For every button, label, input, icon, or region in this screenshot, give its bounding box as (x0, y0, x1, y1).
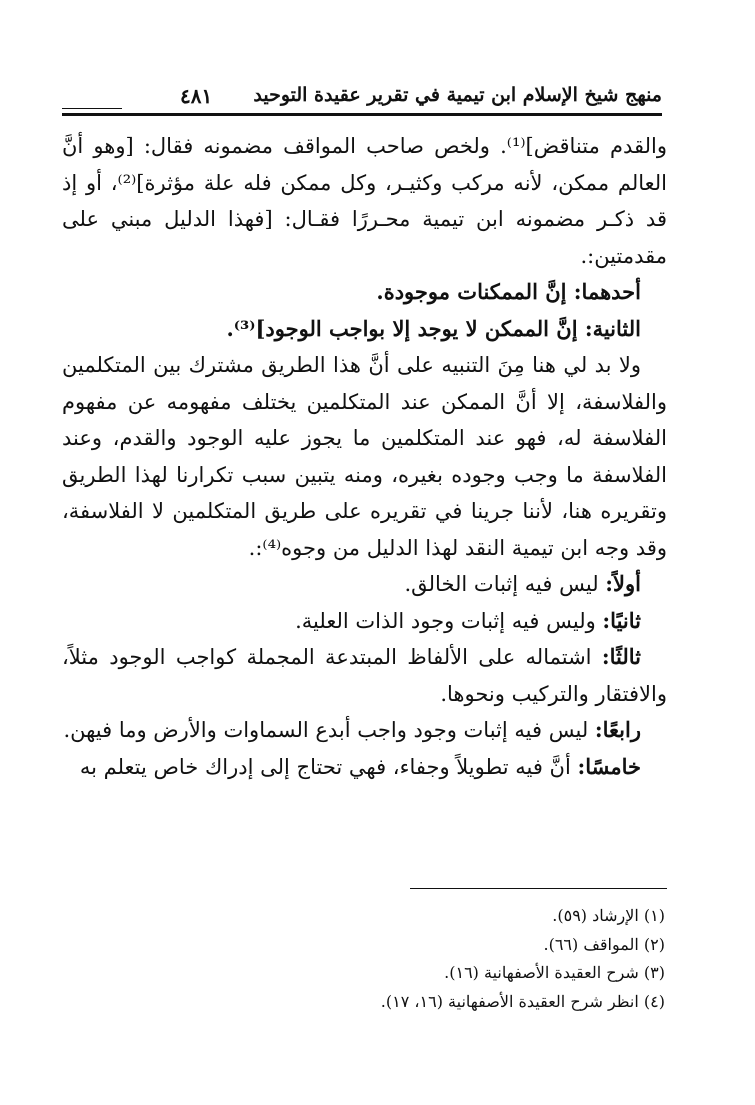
header-rule (62, 113, 662, 116)
point-1-label: أولاً: (605, 571, 641, 596)
point-5-label: خامسًا: (577, 753, 641, 779)
footnote-separator (410, 888, 667, 889)
footnote-4: (٤) انظر شرح العقيدة الأصفهانية (١٦، ١٧). (380, 991, 665, 1011)
point-4 (62, 712, 667, 749)
point-2-label: ثانيًا: (602, 607, 641, 633)
paragraph-1: والقدم متناقض]⁽¹⁾. ولخص صاحب المواقف مضمونه فقال: [وهو أنَّ العالم ممكن، لأنه مركب وكثيـر، وكل ممكن فله علة مؤثرة]⁽²⁾، أو إذ قد ذكـر مضمونه ابن تيمية محـررًا فقـال: [فهذا الدليل مبني على مقدمتين:. (62, 134, 668, 268)
footnotes (62, 902, 665, 1016)
premise-1: أحدهما: إنَّ الممكنات موجودة. (376, 279, 641, 304)
footnote-2: (٢) المواقف (٦٦). (543, 934, 665, 954)
main-text (62, 128, 667, 785)
footnote-3: (٣) شرح العقيدة الأصفهانية (١٦). (444, 963, 665, 982)
footnote-1: (١) الإرشاد (٥٩). (552, 906, 665, 925)
point-2-text: وليس فيه إثبات وجود الذات العلية. (295, 608, 603, 633)
point-3-label: ثالثًا: (601, 644, 641, 669)
point-1 (62, 566, 667, 603)
point-4-text: ليس فيه إثبات وجود واجب أبدع السماوات والأرض وما فيهن. (63, 718, 595, 742)
header-rule-thin (62, 108, 122, 109)
point-1-text: ليس فيه إثبات الخالق. (404, 572, 606, 596)
point-4-label: رابعًا: (594, 717, 641, 742)
point-2 (62, 603, 667, 640)
paragraph-2: ولا بد لي هنا مِنَ التنبيه على أنَّ هذا الطريق مشترك بين المتكلمين والفلاسفة، إلا أنَّ الممكن عند المتكلمين يختلف مفهومه عن مفهوم الفلاسفة له، فهو عند المتكلمين ما يجوز عليه الوجود والقدم، وعند الفلاسفة ما وجب وجوده بغيره، ومنه يتبين سبب تكرارنا لهذا الطريق وتقريره هنا، لأننا جرينا في تقريره على طريق المتكلمين لا الفلاسفة، وقد وجه ابن تيمية النقد لهذا الدليل من وجوه⁽⁴⁾:. (62, 353, 667, 560)
point-5-text: أنَّ فيه تطويلاً وجفاء، فهي تحتاج إلى إدراك خاص يتعلم به (79, 754, 578, 779)
header-title: منهج شيخ الإسلام ابن تيمية في تقرير عقيدة التوحيد (253, 84, 662, 106)
page-number: ٤٨١ (174, 84, 218, 108)
point-3-text: اشتماله على الألفاظ المبتدعة المجملة كواجب الوجود مثلاً، والافتقار والتركيب ونحوها. (62, 645, 667, 706)
premise-2: الثانية: إنَّ الممكن لا يوجد إلا بواجب الوجود]⁽³⁾. (226, 315, 641, 341)
point-5 (62, 749, 667, 786)
point-3 (62, 639, 667, 712)
running-header (62, 84, 662, 114)
